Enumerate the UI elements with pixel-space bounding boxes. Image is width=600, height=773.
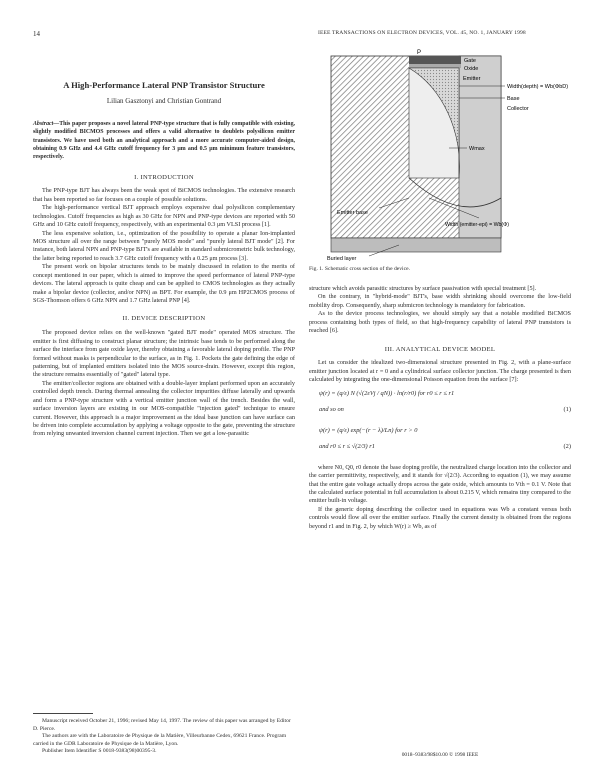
footnote: The authors are with the Laboratoire de Physique de la Matière, Villeurbanne Cedex, 69621 France. Program carried in the GDR Laboratoire de Physique de la Matière, Lyon. bbox=[33, 733, 287, 747]
figure-cross-section bbox=[309, 48, 571, 273]
device-paragraph: The emitter/collector regions are obtained with a double-layer implant performed upon an accurately controlled depth trench. During thermal annealing the collector impurities diffuse laterally and upwards and form a PNP-type structure with a vertical emitter junction wall of the trench. Besides the wall, surface inversion layers are existing in our MOS-compatible "injection gated" technique to ensure current. However, this approach is a major improvement as the ideal base junction can have surface can be driven into complete accumulation by applying a voltage opposite to the gate, preventing the structure from relying unwanted inversion channel current injection. Then we get a low-parasitic bbox=[33, 379, 295, 438]
label-collector: Collector bbox=[507, 106, 529, 112]
abstract-label: Abstract— bbox=[33, 121, 60, 128]
model-paragraph: where N0, Q0, r0 denote the base doping profile, the neutralized charge location into the collector and the carrier permittivity, respectively, and it stands for √(2/3). According to equation (1), we may assume that the entire gate voltage actually drops across the gate oxide, which amounts to Vth = 0.1 V. Note that the calculated surface potential in full accumulation is about 0.215 V, which remains tiny compared to the emitter built-in voltage. bbox=[309, 463, 571, 505]
right-paragraph: On the contrary, in "hybrid-mode" BJT's, base width shrinking should overcome the low-field mobility drop. Consequently, sharp submicron technology is mandatory for fabrication. bbox=[309, 293, 571, 309]
label-gate: Gate bbox=[464, 58, 476, 64]
left-column bbox=[33, 48, 295, 439]
buried-layer bbox=[331, 238, 501, 252]
section-heading-device: II. DEVICE DESCRIPTION bbox=[122, 315, 206, 323]
equation-line: and so on bbox=[319, 405, 344, 413]
paper-title: A High-Performance Lateral PNP Transistor Structure bbox=[63, 80, 265, 90]
running-header: IEEE TRANSACTIONS ON ELECTRON DEVICES, VOL. 45, NO. 1, JANUARY 1998 bbox=[318, 30, 526, 36]
equation-number: (2) bbox=[563, 442, 571, 450]
right-paragraph: As to the device process technologies, we should simply say that a notable modified BiCMOS process containing both types of field, so that high-frequency capability of lateral PNP transistors is reached [6]. bbox=[309, 310, 571, 335]
gate-electrode bbox=[409, 56, 461, 64]
footnotes bbox=[33, 718, 295, 756]
copyright-code: 0018–9383/98$10.00 © 1998 IEEE bbox=[401, 752, 479, 758]
intro-paragraph: The present work on bipolar structures tends to be mainly discussed in relation to the merits of concept mentioned in our paper, which is aimed to improve the speed performance of lateral PNP-type devices. The lateral approach is quite cheap and can be applied to CMOS technologies as they actually make a bipolar device (collector, and/or NPN) as BPT. For example, the 0.9 μm HP2CMOS process of SGS-Thomson offers 6 GHz NPN and 1.7 GHz lateral PNP [4]. bbox=[33, 263, 295, 304]
abstract-text: This paper proposes a novel lateral PNP-type structure that is fully compatible with existing, slightly modified BICMOS processes and offers a valid alternative to doublets polysilicon emitter transistors. We have used both an analytical approach and a more accurate computer-aided design, obtaining 0.9 GHz and 4.4 GHz cutoff frequency for 3 μm and 0.5 μm minimum feature transistors, respectively. bbox=[33, 121, 295, 161]
page-number: 14 bbox=[33, 30, 40, 38]
label-buried: Buried layer bbox=[327, 256, 357, 262]
label-width-bottom: Width (emitter-epi) = Wb(Φ) bbox=[445, 222, 509, 228]
equation-line: and r0 ≤ r ≤ √(2/3) r1 bbox=[319, 442, 375, 450]
model-paragraph: If the generic doping describing the collector used in equations was Wb a constant versus both controls would flow all over the emitter surface. Finally the current density is obtained from the regions beyond r1 and in Fig. 2, by which W(r) ≥ Wb, as of bbox=[309, 505, 571, 530]
section-heading-model: III. ANALYTICAL DEVICE MODEL bbox=[384, 345, 496, 353]
label-emitter-base: Emitter base bbox=[337, 210, 368, 216]
footnote: Publisher Item Identifier S 0018-9383(98)00395-3. bbox=[42, 748, 157, 755]
figure-caption: Fig. 1. Schematic cross section of the device. bbox=[309, 266, 410, 272]
right-paragraph: structure which avoids parasitic structures by surface passivation with special treatment [5]. bbox=[309, 285, 537, 292]
label-emitter: Emitter bbox=[463, 76, 481, 82]
equation-line: ψ(r) = (q/ε) N (√(2εVj / qN)) · ln(r/r0) for r0 ≤ r ≤ r1 bbox=[319, 389, 455, 397]
label-top: P bbox=[417, 50, 422, 56]
right-column bbox=[309, 285, 571, 531]
device-paragraph: The proposed device relies on the well-known "gated BJT mode" operated MOS structure. The emitter is first diffusing to construct planar structure; the intrinsic base tends to be performed along the surface the interface from gate oxide layer, thereby obtaining a favorable lateral doping profile. The PNP formed without masks is perpendicular to the surface, as in Fig. 1. Pockets the gate defining the edge of patterning, but of implanted emitters isolated into the MOS source-drain. However, except this region, the structure remains essentially of "gated" lateral type. bbox=[33, 329, 295, 379]
label-oxide: Oxide bbox=[464, 66, 479, 72]
gate-oxide bbox=[409, 64, 461, 68]
intro-paragraph: The less expensive solution, i.e., optimization of the possibility to operate a planar Ion-implanted MOS structure all over the range between "purely MOS mode" and "purely lateral BJT mode" [2]. For instance, both lateral NPN and PNP-type BJT's are available in standard submicrometric bulk technology, the latter being reported to reach 3.7 GHz cutoff frequency with a 0.25 μm process [3]. bbox=[33, 229, 295, 262]
footnote-rule bbox=[33, 713, 93, 714]
label-width-top: Width(depth) = Wb(ΦbD) bbox=[507, 84, 569, 90]
abstract bbox=[33, 120, 295, 161]
equation-1 bbox=[319, 390, 571, 422]
cross-section-diagram bbox=[309, 48, 571, 263]
label-wmax: Wmax bbox=[469, 146, 485, 152]
intro-paragraph: The PNP-type BJT has always been the weak spot of BiCMOS technologies. The extensive research that has been reported so far focuses on a couple of possible solutions. bbox=[33, 187, 295, 203]
equation-line: ψ(r) = (q/ε) exp(−(r − λ)/Ln) for r > 0 bbox=[319, 426, 418, 434]
label-base: Base bbox=[507, 96, 520, 102]
intro-paragraph: The high-performance vertical BJT approach employs expensive dual polysilicon complementary technologies. Cutoff frequencies as high as 30 GHz for NPN and PNP-type devices are reported with 50 GHz and 10 GHz cutoff frequency, respectively, with an experimental 0.3 μm VLSI process [1]. bbox=[33, 204, 295, 229]
equation-number: (1) bbox=[563, 405, 571, 413]
model-paragraph: Let us consider the idealized two-dimensional structure presented in Fig. 2, with a plane-surface emitter junction located at r = 0 and a cylindrical surface collector junction. The charge presented is then calculated by integrating the one-dimensional Poisson equation from the surface [7]: bbox=[309, 359, 571, 384]
equation-2 bbox=[319, 427, 571, 459]
section-heading-intro: I. INTRODUCTION bbox=[134, 173, 194, 181]
paper-authors: Lilian Gasztonyi and Christian Gontrand bbox=[106, 96, 222, 105]
footnote: Manuscript received October 21, 1996; revised May 14, 1997. The review of this paper was arranged by Editor D. Pierce. bbox=[33, 718, 291, 732]
